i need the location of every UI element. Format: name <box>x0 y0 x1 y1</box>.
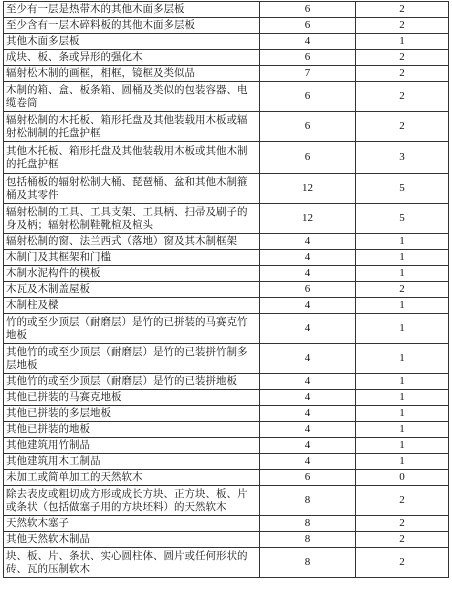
table-row <box>4 204 449 234</box>
row-description: 辐射松木制的画框，相框，镜框及类似品 <box>4 66 260 82</box>
rate-column-2: 5 <box>356 174 449 204</box>
row-description: 其他竹的或至少顶层（耐磨层）是竹的已装拼竹制多层地板 <box>4 344 260 374</box>
table-row <box>4 314 449 344</box>
table-row <box>4 344 449 374</box>
rate-column-2: 1 <box>356 344 449 374</box>
table-row <box>4 422 449 438</box>
row-description: 其他木托板、箱形托盘及其他装载用木板或其他木制的托盘护框 <box>4 142 260 174</box>
row-description: 其他已拼装的地板 <box>4 422 260 438</box>
rate-column-1: 4 <box>260 454 356 470</box>
rate-column-1: 6 <box>260 2 356 18</box>
rate-column-1: 4 <box>260 344 356 374</box>
table-row <box>4 2 449 18</box>
table-row <box>4 266 449 282</box>
rate-column-2: 1 <box>356 250 449 266</box>
rate-column-1: 4 <box>260 314 356 344</box>
row-description: 至少有一层是热带木的其他木面多层板 <box>4 2 260 18</box>
row-description: 竹的或至少顶层（耐磨层）是竹的已拼装的马赛克竹地板 <box>4 314 260 344</box>
table-row <box>4 234 449 250</box>
rate-column-2: 2 <box>356 18 449 34</box>
rate-column-1: 4 <box>260 298 356 314</box>
rate-column-2: 1 <box>356 34 449 50</box>
rate-column-2: 1 <box>356 298 449 314</box>
table-row <box>4 50 449 66</box>
rate-column-2: 1 <box>356 406 449 422</box>
rate-column-1: 6 <box>260 470 356 486</box>
row-description: 其他已拼装的马赛克地板 <box>4 390 260 406</box>
table-row <box>4 250 449 266</box>
table-row <box>4 454 449 470</box>
rate-column-2: 2 <box>356 532 449 548</box>
table-row <box>4 282 449 298</box>
row-description: 其他建筑用竹制品 <box>4 438 260 454</box>
row-description: 其他已拼装的多层地板 <box>4 406 260 422</box>
row-description: 木制门及其框架和门槛 <box>4 250 260 266</box>
rate-column-1: 8 <box>260 486 356 516</box>
rate-column-2: 1 <box>356 454 449 470</box>
row-description: 块、板、片、条状、实心圆柱体、圆片或任何形状的砖、瓦的压制软木 <box>4 548 260 578</box>
row-description: 天然软木塞子 <box>4 516 260 532</box>
tariff-table <box>3 1 449 578</box>
row-description: 辐射松制的工具、工具支架、工具柄、扫帚及刷子的身及柄；辐射松制鞋靴楦及楦头 <box>4 204 260 234</box>
row-description: 木制柱及樑 <box>4 298 260 314</box>
rate-column-1: 4 <box>260 250 356 266</box>
rate-column-1: 8 <box>260 548 356 578</box>
rate-column-1: 4 <box>260 406 356 422</box>
table-row <box>4 438 449 454</box>
row-description: 其他天然软木制品 <box>4 532 260 548</box>
rate-column-1: 4 <box>260 438 356 454</box>
row-description: 木制水泥构件的模板 <box>4 266 260 282</box>
table-row <box>4 298 449 314</box>
rate-column-1: 8 <box>260 516 356 532</box>
rate-column-2: 2 <box>356 66 449 82</box>
rate-column-2: 2 <box>356 112 449 142</box>
rate-column-2: 1 <box>356 374 449 390</box>
rate-column-2: 2 <box>356 516 449 532</box>
rate-column-1: 6 <box>260 142 356 174</box>
row-description: 至少含有一层木碎料板的其他木面多层板 <box>4 18 260 34</box>
table-row <box>4 532 449 548</box>
rate-column-1: 7 <box>260 66 356 82</box>
table-row <box>4 516 449 532</box>
rate-column-1: 12 <box>260 204 356 234</box>
rate-column-1: 4 <box>260 390 356 406</box>
rate-column-2: 1 <box>356 314 449 344</box>
rate-column-2: 1 <box>356 390 449 406</box>
rate-column-1: 6 <box>260 82 356 112</box>
row-description: 木制的箱、盒、板条箱、圆桶及类似的包装容器、电缆卷筒 <box>4 82 260 112</box>
table-row <box>4 34 449 50</box>
table-body <box>4 2 449 578</box>
row-description: 木瓦及木制盖屋板 <box>4 282 260 298</box>
table-row <box>4 82 449 112</box>
table-row <box>4 548 449 578</box>
rate-column-2: 1 <box>356 266 449 282</box>
row-description: 除去表皮或粗切成方形或成长方块、正方块、板、片或条状（包括做塞子用的方块坯料）的天然软木 <box>4 486 260 516</box>
table-row <box>4 470 449 486</box>
row-description: 辐射松制的木托板、箱形托盘及其他装载用木板或辐射松制制的托盘护框 <box>4 112 260 142</box>
rate-column-1: 6 <box>260 50 356 66</box>
rate-column-2: 0 <box>356 470 449 486</box>
rate-column-2: 2 <box>356 2 449 18</box>
rate-column-2: 1 <box>356 422 449 438</box>
rate-column-2: 3 <box>356 142 449 174</box>
rate-column-1: 6 <box>260 112 356 142</box>
rate-column-1: 4 <box>260 234 356 250</box>
rate-column-2: 2 <box>356 548 449 578</box>
rate-column-1: 4 <box>260 374 356 390</box>
rate-column-2: 2 <box>356 486 449 516</box>
rate-column-2: 5 <box>356 204 449 234</box>
rate-column-1: 8 <box>260 532 356 548</box>
rate-column-2: 1 <box>356 438 449 454</box>
row-description: 未加工或简单加工的天然软木 <box>4 470 260 486</box>
rate-column-2: 2 <box>356 82 449 112</box>
row-description: 包括桶板的辐射松制大桶、琵琶桶、盆和其他木制箍桶及其零件 <box>4 174 260 204</box>
rate-column-2: 2 <box>356 50 449 66</box>
rate-column-1: 4 <box>260 34 356 50</box>
table-row <box>4 406 449 422</box>
table-row <box>4 374 449 390</box>
row-description: 成块、板、条或异形的强化木 <box>4 50 260 66</box>
rate-column-2: 1 <box>356 234 449 250</box>
table-row <box>4 390 449 406</box>
row-description: 其他竹的或至少顶层（耐磨层）是竹的已装拼地板 <box>4 374 260 390</box>
rate-column-1: 4 <box>260 422 356 438</box>
rate-column-1: 6 <box>260 18 356 34</box>
table-row <box>4 112 449 142</box>
row-description: 其他木面多层板 <box>4 34 260 50</box>
table-row <box>4 18 449 34</box>
row-description: 辐射松制的窗、法兰西式（落地）窗及其木制框架 <box>4 234 260 250</box>
row-description: 其他建筑用木工制品 <box>4 454 260 470</box>
rate-column-1: 6 <box>260 282 356 298</box>
table-row <box>4 486 449 516</box>
rate-column-1: 4 <box>260 266 356 282</box>
table-row <box>4 174 449 204</box>
table-row <box>4 66 449 82</box>
rate-column-1: 12 <box>260 174 356 204</box>
table-row <box>4 142 449 174</box>
rate-column-2: 2 <box>356 282 449 298</box>
